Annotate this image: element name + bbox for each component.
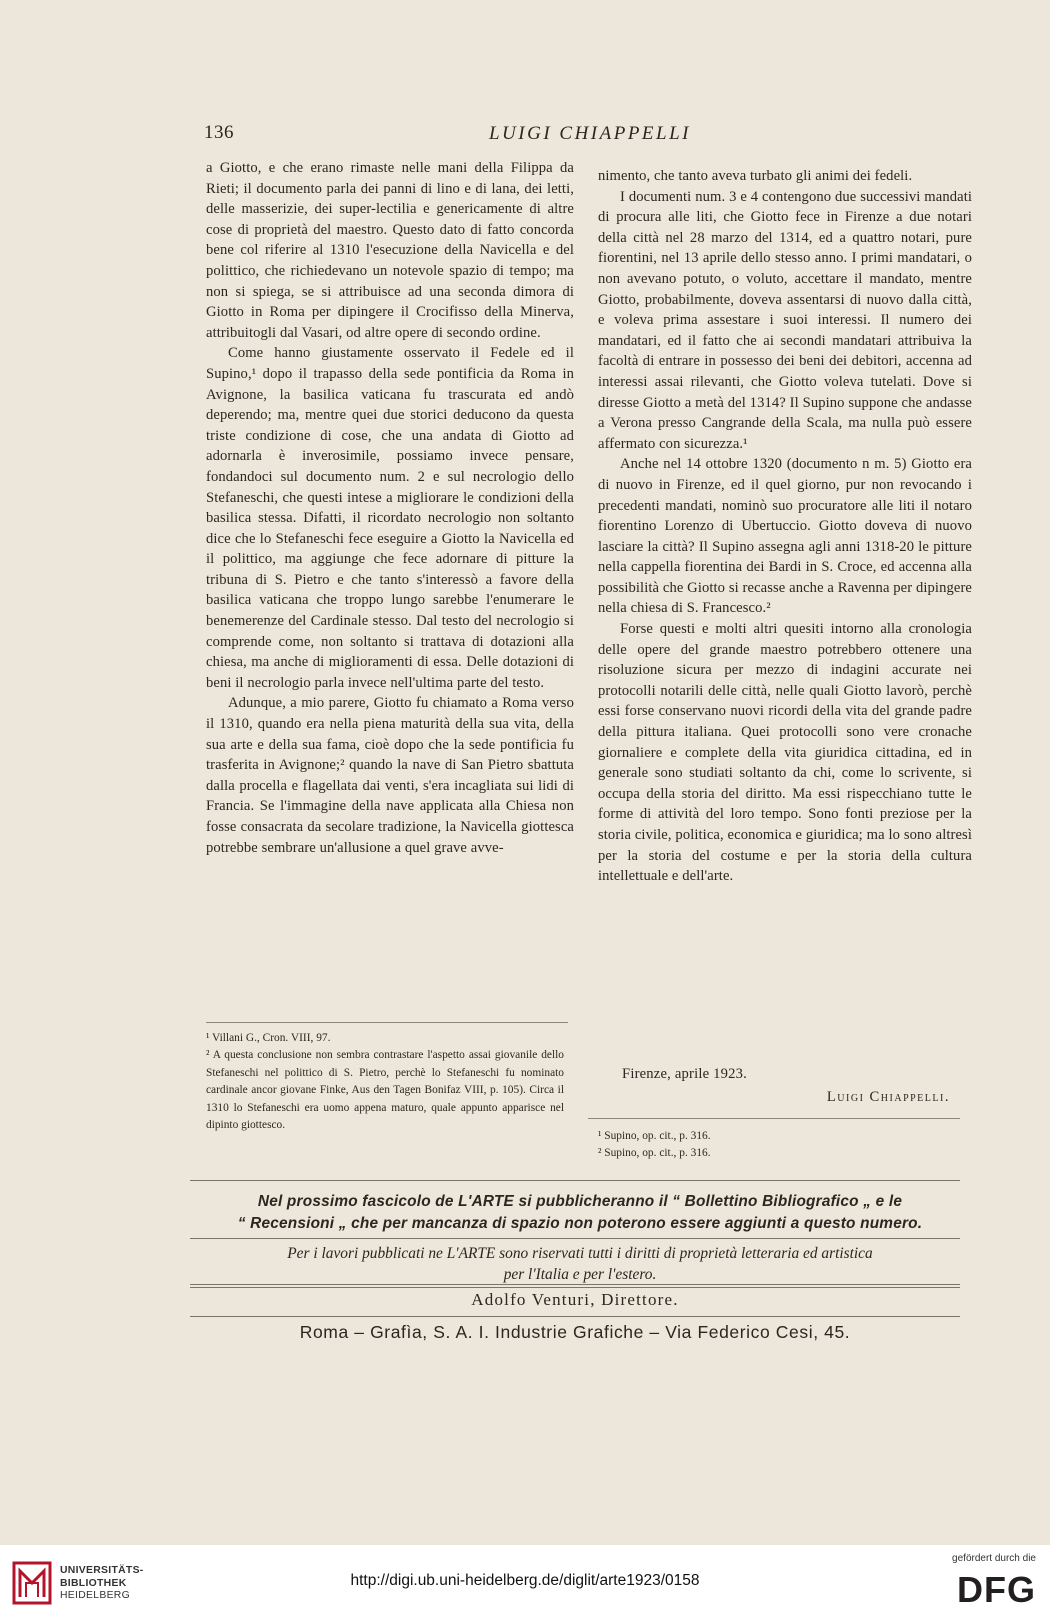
library-name-line-3: HEIDELBERG bbox=[60, 1590, 130, 1601]
divider-rights-bottom bbox=[190, 1284, 960, 1285]
left-column bbox=[206, 158, 574, 858]
left-paragraph-3: Adunque, a mio parere, Giotto fu chiamato a Roma verso il 1310, quando era nella piena maturità della sua vita, della sua arte e della sua fama, cioè dopo che la sede pontificia fu trasferita in Avignone;² quando la nave di San Pietro sbattuta dalla procella e flagellata dai venti, s'era incagliata sui lidi di Francia. Se l'immagine della nave applicata alla Chiesa non fosse consacrata da secolare tradizione, la Navicella giottesca potrebbe sembrare un'allusione a quel grave avve- bbox=[206, 695, 574, 856]
running-title: LUIGI CHIAPPELLI bbox=[488, 123, 692, 144]
dfg-logo[interactable] bbox=[926, 1553, 1036, 1613]
heidelberg-logo-icon bbox=[12, 1561, 52, 1605]
rights-line-1: Per i lavori pubblicati ne L'ARTE sono riservati tutti i diritti di proprietà letteraria ed artistica bbox=[287, 1245, 873, 1262]
library-name-line-2: BIBLIOTHEK bbox=[60, 1577, 127, 1589]
footnote-rule-left bbox=[206, 1022, 568, 1023]
notice-line-1: Nel prossimo fascicolo de L'ARTE si pubblicheranno il “ Bollettino Bibliografico „ e le bbox=[257, 1193, 903, 1210]
notice-line-2: “ Recensioni „ che per mancanza di spazio non poterono essere aggiunti a questo numero. bbox=[237, 1215, 923, 1232]
right-footnote-2: ² Supino, op. cit., p. 316. bbox=[598, 1147, 711, 1160]
left-footnotes bbox=[206, 1030, 564, 1134]
right-paragraph-1: nimento, che tanto aveva turbato gli animi dei fedeli. bbox=[598, 168, 913, 184]
right-footnote-1: ¹ Supino, op. cit., p. 316. bbox=[598, 1130, 711, 1142]
left-footnote-2: ² A questa conclusione non sembra contrastare l'aspetto assai giovanile dello Stefaneschi nel polittico di S. Pietro, perchè lo Stefaneschi fu nominato cardinale ancor giovane Finke, Aus den Tagen Bonifaz VIII, p. 105). Circa il 1310 lo Stefaneschi era uomo appena maturo, quale appunto apparisce nel dipinto giottesco. bbox=[206, 1049, 564, 1132]
right-paragraph-3: Anche nel 14 ottobre 1320 (documento n m. 5) Giotto era di nuovo in Firenze, ed il quel giorno, pur non revocando i precedenti mandati, nominò suo procuratore alle liti il notaro fiorentino Lorenzo di Ubertuccio. Giotto doveva di nuovo lasciare la città? Il Supino assegna agli anni 1318-20 le pitture nella cappella fiorentina dei Bardi in S. Croce, ed accenna alla possibilità che Giotto si recasse anche a Ravenna per dipingere nella chiesa di S. Francesco.² bbox=[598, 456, 972, 617]
page-number: 136 bbox=[204, 122, 234, 143]
divider-director-bottom bbox=[190, 1316, 960, 1317]
printer-imprint: Roma – Grafìa, S. A. I. Industrie Grafiche – Via Federico Cesi, 45. bbox=[299, 1322, 851, 1342]
dfg-caption: gefördert durch die bbox=[952, 1553, 1036, 1564]
footnote-rule-right bbox=[588, 1118, 960, 1119]
divider-rights-bottom-double bbox=[190, 1287, 960, 1288]
right-footnotes bbox=[598, 1128, 898, 1163]
rights-line-2: per l'Italia e per l'estero. bbox=[503, 1266, 657, 1283]
source-url-link[interactable]: http://digi.ub.uni-heidelberg.de/diglit/arte1923/0158 bbox=[350, 1572, 700, 1589]
dfg-logo-text: DFG bbox=[957, 1569, 1036, 1610]
left-paragraph-1: a Giotto, e che erano rimaste nelle mani della Filippa da Rieti; il documento parla dei panni di lino e di lana, dei letti, delle masserizie, dei super-lectilia e genericamente di altre cose di proprietà del maestro. Questo dato di fatto concorda bene col riferire al 1310 l'esecuzione della Navicella e del polittico, che richiedevano un notevole spazio di tempo; ma non si spiega, se si attribuisce ad una seconda dimora di Giotto in Roma per dipingere il Crocifisso della Minerva, attribuitogli dal Vasari, od altre opere di secondo ordine. bbox=[206, 160, 574, 341]
date-line: Firenze, aprile 1923. bbox=[622, 1066, 747, 1082]
divider-notice-top bbox=[190, 1180, 960, 1181]
rights-statement bbox=[195, 1243, 965, 1285]
right-column bbox=[598, 166, 972, 887]
right-paragraph-2: I documenti num. 3 e 4 contengono due successivi mandati di procura alle liti, che Giotto fece in Firenze a due notari della città nel 28 marzo del 1314, ed a quattro notari, pure fiorentini, nel 13 aprile dello stesso anno. I primi mandatari, o non avevano potuto, o voluto, accettare il mandato, mentre Giotto, probabilmente, doveva assentarsi di nuovo dalla città, e voleva prima assestare i suoi interessi. Il numero dei mandatari, ed il fatto che ai secondi mandatari attribuiva la facoltà di entrare in possesso dei beni dei debitori, accenna ad interessi assai rilevanti, che Giotto voleva tutelati. Dove si diresse Giotto a metà del 1314? Il Supino suppone che andasse a Verona presso Cangrande della Scala, ma nulla può essere affermato con sicurezza.¹ bbox=[598, 188, 972, 452]
director-line: Adolfo Venturi, Direttore. bbox=[471, 1290, 679, 1309]
university-library-logo[interactable] bbox=[12, 1557, 172, 1607]
library-name-line-1: UNIVERSITÄTS- bbox=[60, 1565, 144, 1576]
left-footnote-1: ¹ Villani G., Cron. VIII, 97. bbox=[206, 1032, 331, 1044]
divider-notice-bottom bbox=[190, 1238, 960, 1239]
left-paragraph-2: Come hanno giustamente osservato il Fedele ed il Supino,¹ dopo il trapasso della sede pontificia da Roma in Avignone, la basilica vaticana fu trascurata ed andò deperendo; ma, mentre quei due storici deducono da questa triste condizione di cose, che una andata di Giotto ad adornarla è inverosimile, possiamo invece pensare, fondandoci sul documento num. 2 e sul necrologio dello Stefaneschi, che questi intese a migliorare le condizioni della basilica stessa. Difatti, il ricordato necrologio non soltanto dice che lo Stefaneschi fece eseguire a Giotto la Navicella ed il polittico, ma aggiunge che fece adornare di pitture la tribuna di S. Pietro e che tanto s'interessò a favore della basilica vaticana che troppo lungo sarebbe l'enumerare le benemerenze del Cardinale stesso. Dal testo del necrologio si comprende come, non soltanto si trattava di dotazioni alla chiesa, ma anche di miglioramenti di essa. Delle dotazioni di beni il necrologio parla invece nell'ultima parte del testo. bbox=[206, 345, 574, 691]
next-issue-notice bbox=[195, 1191, 965, 1235]
digitization-footer bbox=[0, 1545, 1050, 1620]
author-signature: Luigi Chiappelli. bbox=[826, 1089, 950, 1105]
library-name bbox=[60, 1565, 144, 1603]
right-paragraph-4: Forse questi e molti altri quesiti intorno alla cronologia delle opere del grande maestro potrebbero ottenere una risoluzione sicura per mezzo di indagini accurate nei protocolli notarili delle città, nelle quali Giotto lavorò, perchè essi forse conservano nuovi ricordi della vita del grande padre della pittura italiana. Quei protocolli sono vere cronache giornaliere e complete della vita giuridica cittadina, ed in generale sono studiati soltanto da chi, come lo scrivente, si occupa della storia del diritto. Ma essi rispecchiano tutte le forme di attività del loro tempo. Sono fonti preziose per la storia civile, politica, economica e giuridica; ma lo sono altresì per la storia del costume e per la storia della cultura intellettuale e dell'arte. bbox=[598, 621, 972, 885]
